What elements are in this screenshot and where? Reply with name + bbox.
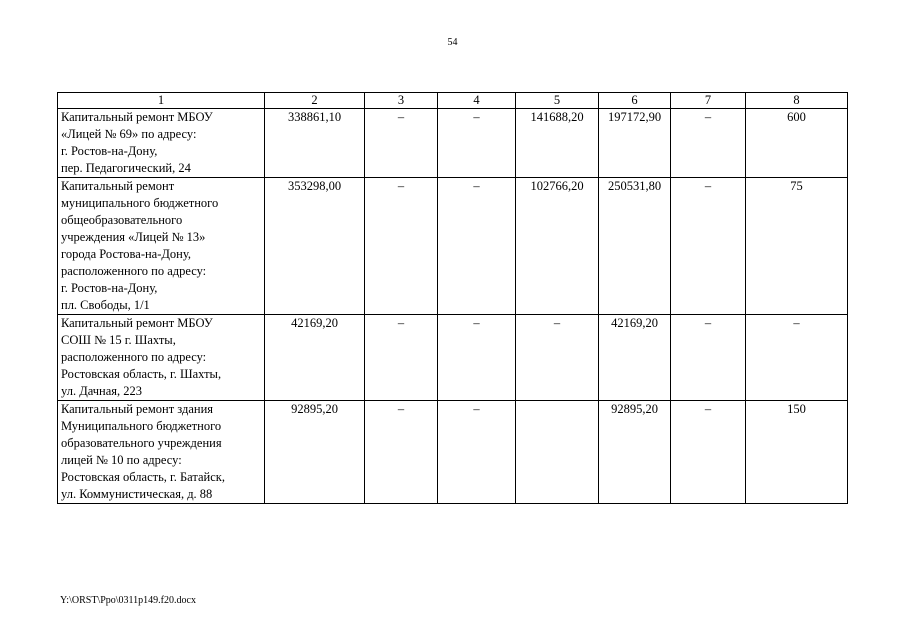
cell-col-8: 600: [746, 109, 848, 178]
description-line: образовательного учреждения: [61, 436, 222, 450]
page-number: 54: [447, 37, 458, 48]
row-description: [58, 109, 265, 178]
header-row: [58, 93, 848, 109]
cell-col-5: –: [516, 315, 599, 401]
cell-col-7: –: [671, 315, 746, 401]
description-line: Капитальный ремонт МБОУ: [61, 110, 213, 124]
col-header-4: 4: [438, 93, 516, 109]
description-line: СОШ № 15 г. Шахты,: [61, 333, 176, 347]
table-row: [58, 178, 848, 315]
col-header-1: 1: [58, 93, 265, 109]
cell-col-6: 92895,20: [599, 401, 671, 504]
cell-col-7: –: [671, 109, 746, 178]
table-row: [58, 401, 848, 504]
cell-col-4: –: [438, 401, 516, 504]
cell-col-2: 353298,00: [265, 178, 365, 315]
cell-col-3: –: [365, 178, 438, 315]
cell-col-3: –: [365, 109, 438, 178]
cell-col-8: –: [746, 315, 848, 401]
description-line: пл. Свободы, 1/1: [61, 298, 150, 312]
cell-col-7: –: [671, 178, 746, 315]
col-header-7: 7: [671, 93, 746, 109]
description-line: расположенного по адресу:: [61, 264, 207, 278]
description-line: г. Ростов-на-Дону,: [61, 281, 158, 295]
row-description: [58, 178, 265, 315]
cell-col-5: [516, 401, 599, 504]
description-line: общеобразовательного: [61, 213, 183, 227]
cell-col-5: 141688,20: [516, 109, 599, 178]
description-line: пер. Педагогический, 24: [61, 161, 191, 175]
cell-col-4: –: [438, 109, 516, 178]
cell-col-3: –: [365, 315, 438, 401]
cell-col-4: –: [438, 315, 516, 401]
description-line: учреждения «Лицей № 13»: [61, 230, 206, 244]
description-line: Капитальный ремонт здания: [61, 402, 214, 416]
cell-col-8: 150: [746, 401, 848, 504]
cell-col-6: 197172,90: [599, 109, 671, 178]
col-header-8: 8: [746, 93, 848, 109]
cell-col-2: 338861,10: [265, 109, 365, 178]
description-line: лицей № 10 по адресу:: [61, 453, 182, 467]
description-line: Ростовская область, г. Батайск,: [61, 470, 225, 484]
table-row: [58, 315, 848, 401]
description-line: Капитальный ремонт МБОУ: [61, 316, 213, 330]
description-line: г. Ростов-на-Дону,: [61, 144, 158, 158]
description-line: Ростовская область, г. Шахты,: [61, 367, 222, 381]
description-line: Муниципального бюджетного: [61, 419, 222, 433]
cell-col-4: –: [438, 178, 516, 315]
col-header-2: 2: [265, 93, 365, 109]
description-line: города Ростова-на-Дону,: [61, 247, 191, 261]
cell-col-6: 250531,80: [599, 178, 671, 315]
cell-col-8: 75: [746, 178, 848, 315]
cell-col-3: –: [365, 401, 438, 504]
description-line: расположенного по адресу:: [61, 350, 207, 364]
row-description: [58, 401, 265, 504]
cell-col-5: 102766,20: [516, 178, 599, 315]
description-line: Капитальный ремонт: [61, 179, 175, 193]
col-header-5: 5: [516, 93, 599, 109]
cell-col-2: 92895,20: [265, 401, 365, 504]
row-description: [58, 315, 265, 401]
table-row: [58, 109, 848, 178]
col-header-6: 6: [599, 93, 671, 109]
description-line: муниципального бюджетного: [61, 196, 219, 210]
description-line: ул. Дачная, 223: [61, 384, 143, 398]
cell-col-6: 42169,20: [599, 315, 671, 401]
description-line: ул. Коммунистическая, д. 88: [61, 487, 213, 501]
cell-col-7: –: [671, 401, 746, 504]
col-header-3: 3: [365, 93, 438, 109]
description-line: «Лицей № 69» по адресу:: [61, 127, 197, 141]
footer-file-path: Y:\ORST\Ppo\0311p149.f20.docx: [60, 595, 196, 606]
cell-col-2: 42169,20: [265, 315, 365, 401]
data-table: [57, 92, 848, 504]
